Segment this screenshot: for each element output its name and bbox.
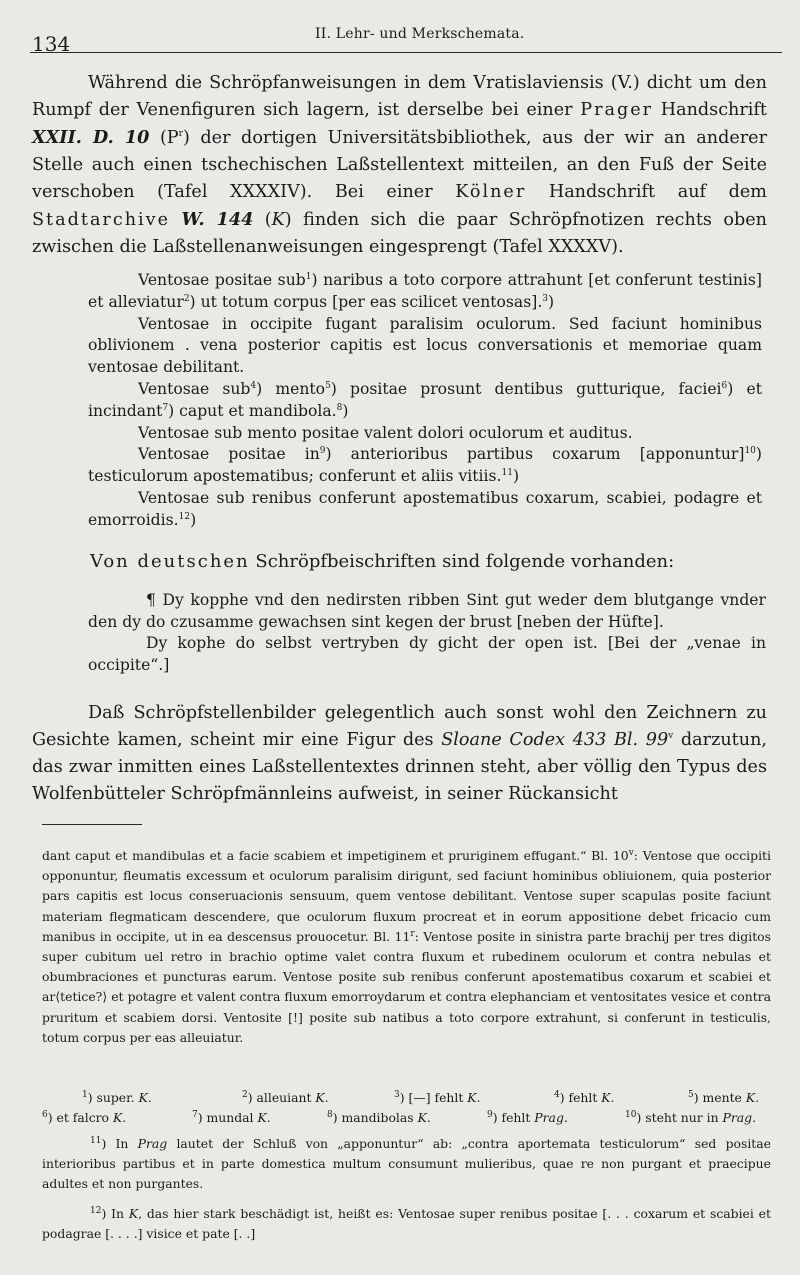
footnote-continuation: dant caput et mandibulas et a facie scabiem et impetiginem et pruriginem effugant.“ Bl. 10$^v$: Ventose que occipiti opponuntur, fleumatis excessum et oculorum paralisim dirigunt, sed faciunt hominibus obliuionem, quia posterior pars capitis est locus conseruacionis sensuum, quem ventose debilitant. Ventose super scapulas posite faciunt materiam flegmaticam descendere, que oculorum fluxum procreat et in eorum appositione debet fricacio cum manibus in occipite, ut in ea descensus prouocetur. Bl. 11$^r$: Ventose posite in sinistra parte brachij per tres digitos super cubitum uel retro in brachio optime valet contra fluxum et rubedinem oculorum et contra nebulas et obumbraciones et puncturas earum. Ventose posite sub renibus conferunt apostematibus coxarum et scabiei et ar⟨tetice?⟩ et potagre et valent contra fluxum emorroydarum et contra elephanciam et ventositates vesice et contra pruritum et scabiem dorsi. Ventosite [!] posite sub natibus a toto corpore extrahunt, si conferunt in testiculis, totum corpus per eas alleuiatur. bbox=[42, 847, 771, 1045]
footnote-item: $^6$) et falcro K. bbox=[42, 1109, 127, 1125]
footnote-rule bbox=[42, 824, 142, 825]
german-text-block bbox=[88, 590, 766, 676]
german-paragraph: ¶ Dy kopphe vnd den nedirsten ribben Sint gut weder dem blutgange vnder den dy do czusamme gewachsen sint kegen der brust [neben der Hüfte]. bbox=[88, 591, 766, 631]
latin-paragraph: Ventosae sub renibus conferunt apostematibus coxarum, scabiei, podagre et emorroidis.$^{12}$) bbox=[88, 488, 762, 529]
sloane-paragraph: Daß Schröpfstellenbilder gelegentlich auch sonst wohl den Zeichnern zu Gesichte kamen, scheint mir eine Figur des Sloane Codex 433 Bl. 99$^v$ darzutun, das zwar inmitten eines Laßstellentextes drinnen steht, aber völlig den Typus des Wolfenbütteler Schröpfmännleins aufweist, in seiner Rückansicht bbox=[32, 703, 767, 804]
footnote-11: $^{11}$) In Prag lautet der Schluß von „apponuntur“ ab: „contra aportemata testiculorum“ sed positae interioribus partibus et in parte domestica multum consumunt mulieribus, quae re non purgant et praecipue adultes et non purgantes. bbox=[42, 1135, 771, 1192]
footnote-item: $^7$) mundal K. bbox=[192, 1109, 271, 1125]
latin-paragraph: Ventosae sub$^4$) mento$^5$) positae prosunt dentibus gutturique, faciei$^6$) et incindant$^7$) caput et mandibola.$^8$) bbox=[88, 379, 762, 420]
intro-paragraph: Während die Schröpfanweisungen in dem Vratislaviensis (V.) dicht um den Rumpf der Venenfiguren sich lagern, ist derselbe bei einer Prager Handschrift XXII. D. 10 $(P^r)$ der dortigen Universitätsbibliothek, aus der wir an anderer Stelle auch einen tschechischen Laßstellentext mitteilen, an den Fuß der Seite verschoben (Tafel XXXXIV). Bei einer Kölner Handschrift auf dem Stadtarchive W. 144 (K) finden sich die paar Schröpfnotizen rechts oben zwischen die Laßstellenanweisungen eingesprengt (Tafel XXXXV). bbox=[32, 73, 768, 257]
footnote-item: $^5$) mente K. bbox=[688, 1089, 760, 1105]
section-lead-line: Von deutschen Schröpfbeischriften sind folgende vorhanden: bbox=[90, 551, 675, 572]
german-paragraph: Dy kophe do selbst vertryben dy gicht der open ist. [Bei der „venae in occipite“.] bbox=[88, 634, 766, 674]
latin-text-block bbox=[88, 270, 762, 532]
latin-paragraph: Ventosae sub mento positae valent dolori oculorum et auditus. bbox=[138, 423, 633, 442]
page-number: 134 bbox=[32, 32, 71, 56]
footnote-item: $^3$) [—] fehlt K. bbox=[394, 1089, 481, 1105]
footnote-item: $^9$) fehlt Prag. bbox=[487, 1109, 568, 1125]
page-header bbox=[30, 22, 782, 56]
running-title: II. Lehr- und Merkschemata. bbox=[315, 26, 525, 42]
footnote-item: $^{10}$) steht nur in Prag. bbox=[625, 1109, 757, 1125]
latin-paragraph: Ventosae in occipite fugant paralisim oculorum. Sed faciunt hominibus oblivionem . vena posterior capitis est locus conversationis et memoriae quam ventosae debilitant. bbox=[88, 314, 762, 377]
footnote-item: $^8$) mandibolas K. bbox=[327, 1109, 431, 1125]
footnote-item: $^4$) fehlt K. bbox=[554, 1089, 615, 1105]
footnote-12: $^{12}$) In K, das hier stark beschädigt ist, heißt es: Ventosae super renibus positae [. . . coxarum et scabiei et podagrae [. . . .] visice et pate [. .] bbox=[42, 1205, 771, 1242]
manuscript-citation: Sloane Codex 433 Bl. 99 bbox=[441, 730, 669, 750]
latin-paragraph: Ventosae positae $in^9$) anterioribus partibus coxarum [apponuntur]$^{10}$) testiculorum apostematibus; conferunt et aliis vitiis.$^{11}$) bbox=[88, 445, 762, 486]
shelfmark-cologne: W. 144 bbox=[181, 209, 254, 230]
footnote-item: $^2$) alleuiant K. bbox=[242, 1089, 329, 1105]
latin-paragraph: Ventosae positae sub$^1$) naribus a toto corpore attrahunt [et conferunt testinis] et alleviatur$^2$) ut totum corpus [per eas scilicet ventosas].$^3$) bbox=[88, 271, 762, 311]
shelfmark-prague: XXII. D. 10 bbox=[32, 127, 150, 148]
footnote-row bbox=[42, 1110, 771, 1130]
footnote-item: $^1$) super. K. bbox=[82, 1089, 152, 1105]
footnote-row bbox=[42, 1090, 771, 1110]
